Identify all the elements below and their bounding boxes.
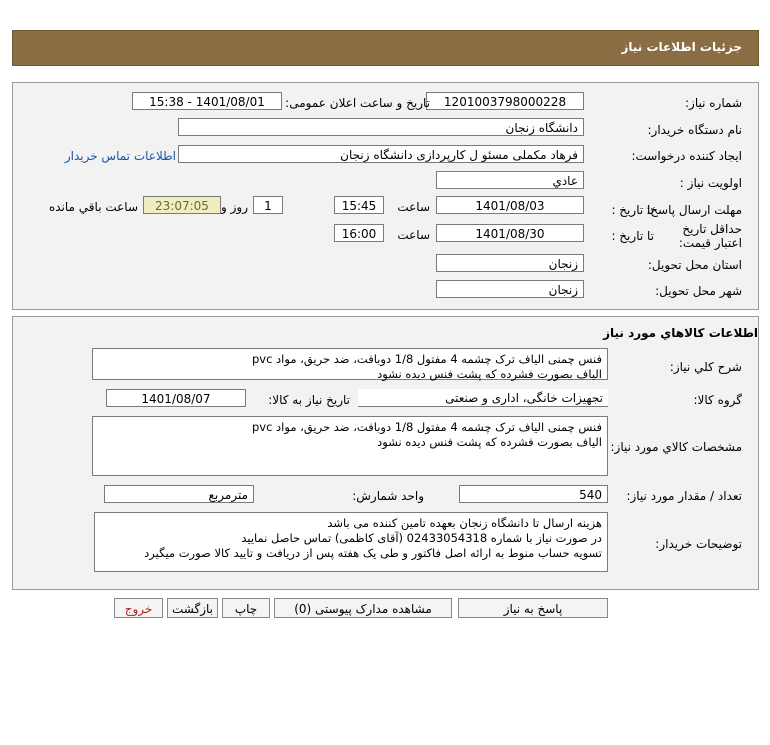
validity-date-field: 1401/08/30 bbox=[436, 224, 584, 242]
notes-line: هزینه ارسال تا دانشگاه زنجان بعهده تامین کننده می باشد bbox=[327, 516, 602, 530]
qty-label: تعداد / مقدار مورد نیاز: bbox=[626, 489, 742, 503]
buyer-notes-box bbox=[94, 512, 608, 572]
desc-label: شرح کلي نیاز: bbox=[669, 360, 742, 374]
exit-button[interactable]: خروج bbox=[114, 598, 163, 618]
need-number-field: 1201003798000228 bbox=[426, 92, 584, 110]
notes-line: در صورت نیاز با شماره 02433054318 (آقای کاظمی) تماس حاصل نمایید bbox=[241, 531, 602, 545]
priority-label: اولویت نیاز : bbox=[679, 176, 742, 190]
specs-line: فنس چمنی الیاف ترک چشمه 4 مفتول 1/8 دوبافت، ضد حریق، مواد pvc bbox=[251, 420, 602, 434]
page-title: جزئیات اطلاعات نیاز bbox=[621, 40, 742, 54]
deadline-time-label: ساعت bbox=[397, 200, 430, 214]
validity-time-field: 16:00 bbox=[334, 224, 384, 242]
notes-line: تسویه حساب منوط به ارائه اصل فاکتور و طی یک هفته پس از دریافت و تایید کالا صورت میگیرد bbox=[144, 546, 602, 560]
buyer-notes-label: توضیحات خریدار: bbox=[655, 537, 742, 551]
validity-time-label: ساعت bbox=[397, 228, 430, 242]
buyer-label: نام دستگاه خریدار: bbox=[647, 123, 742, 137]
qty-field: 540 bbox=[459, 485, 608, 503]
priority-field: عادي bbox=[436, 171, 584, 189]
group-label: گروه کالا: bbox=[693, 393, 742, 407]
page-header bbox=[12, 30, 759, 66]
province-label: استان محل تحویل: bbox=[647, 258, 742, 272]
creator-label: ایجاد کننده درخواست: bbox=[631, 149, 742, 163]
city-label: شهر محل تحویل: bbox=[655, 284, 742, 298]
validity-label: حداقل تاریخ اعتبار قیمت: bbox=[678, 222, 742, 250]
attachments-button[interactable]: مشاهده مدارک پیوستی (0) bbox=[274, 598, 452, 618]
deadline-to-date-label: تا تاریخ : bbox=[611, 203, 654, 217]
specs-line: الیاف بصورت فشرده که پشت فنس دیده نشود bbox=[377, 435, 602, 449]
validity-to-date-label: تا تاریخ : bbox=[611, 229, 654, 243]
specs-label: مشخصات کالاي مورد نیاز: bbox=[610, 440, 742, 454]
deadline-label: مهلت ارسال پاسخ: bbox=[646, 203, 742, 217]
buyer-field: دانشگاه زنجان bbox=[178, 118, 584, 136]
group-field: تجهیزات خانگی، اداری و صنعتی bbox=[358, 389, 608, 407]
goods-section-title: اطلاعات کالاهاي مورد نیاز bbox=[603, 326, 758, 340]
deadline-time-field: 15:45 bbox=[334, 196, 384, 214]
days-field: 1 bbox=[253, 196, 283, 214]
city-field: زنجان bbox=[436, 280, 584, 298]
need-info-panel bbox=[12, 82, 759, 310]
remaining-label: ساعت باقي مانده bbox=[48, 200, 138, 214]
unit-label: واحد شمارش: bbox=[352, 489, 424, 503]
need-date-label: تاریخ نیاز به کالا: bbox=[268, 393, 350, 407]
deadline-date-field: 1401/08/03 bbox=[436, 196, 584, 214]
back-button[interactable]: بازگشت bbox=[167, 598, 218, 618]
remaining-time-field: 23:07:05 bbox=[143, 196, 221, 214]
desc-line: فنس چمنی الیاف ترک چشمه 4 مفتول 1/8 دوبافت، ضد حریق، مواد pvc bbox=[251, 352, 602, 366]
days-label: روز و bbox=[221, 200, 248, 214]
unit-field: مترمربع bbox=[104, 485, 254, 503]
announce-field: 1401/08/01 - 15:38 bbox=[132, 92, 282, 110]
specs-box bbox=[92, 416, 608, 476]
creator-field: فرهاد مکملی مسئو ل کارپردازی دانشگاه زنجان bbox=[178, 145, 584, 163]
desc-box bbox=[92, 348, 608, 380]
desc-line: الیاف بصورت فشرده که پشت فنس دیده نشود bbox=[377, 367, 602, 381]
need-number-label: شماره نیاز: bbox=[685, 96, 742, 110]
buyer-contact-link[interactable]: اطلاعات تماس خریدار bbox=[64, 149, 176, 163]
print-button[interactable]: چاپ bbox=[222, 598, 270, 618]
need-date-field: 1401/08/07 bbox=[106, 389, 246, 407]
announce-label: تاریخ و ساعت اعلان عمومی: bbox=[285, 96, 430, 110]
reply-button[interactable]: پاسخ به نیاز bbox=[458, 598, 608, 618]
province-field: زنجان bbox=[436, 254, 584, 272]
